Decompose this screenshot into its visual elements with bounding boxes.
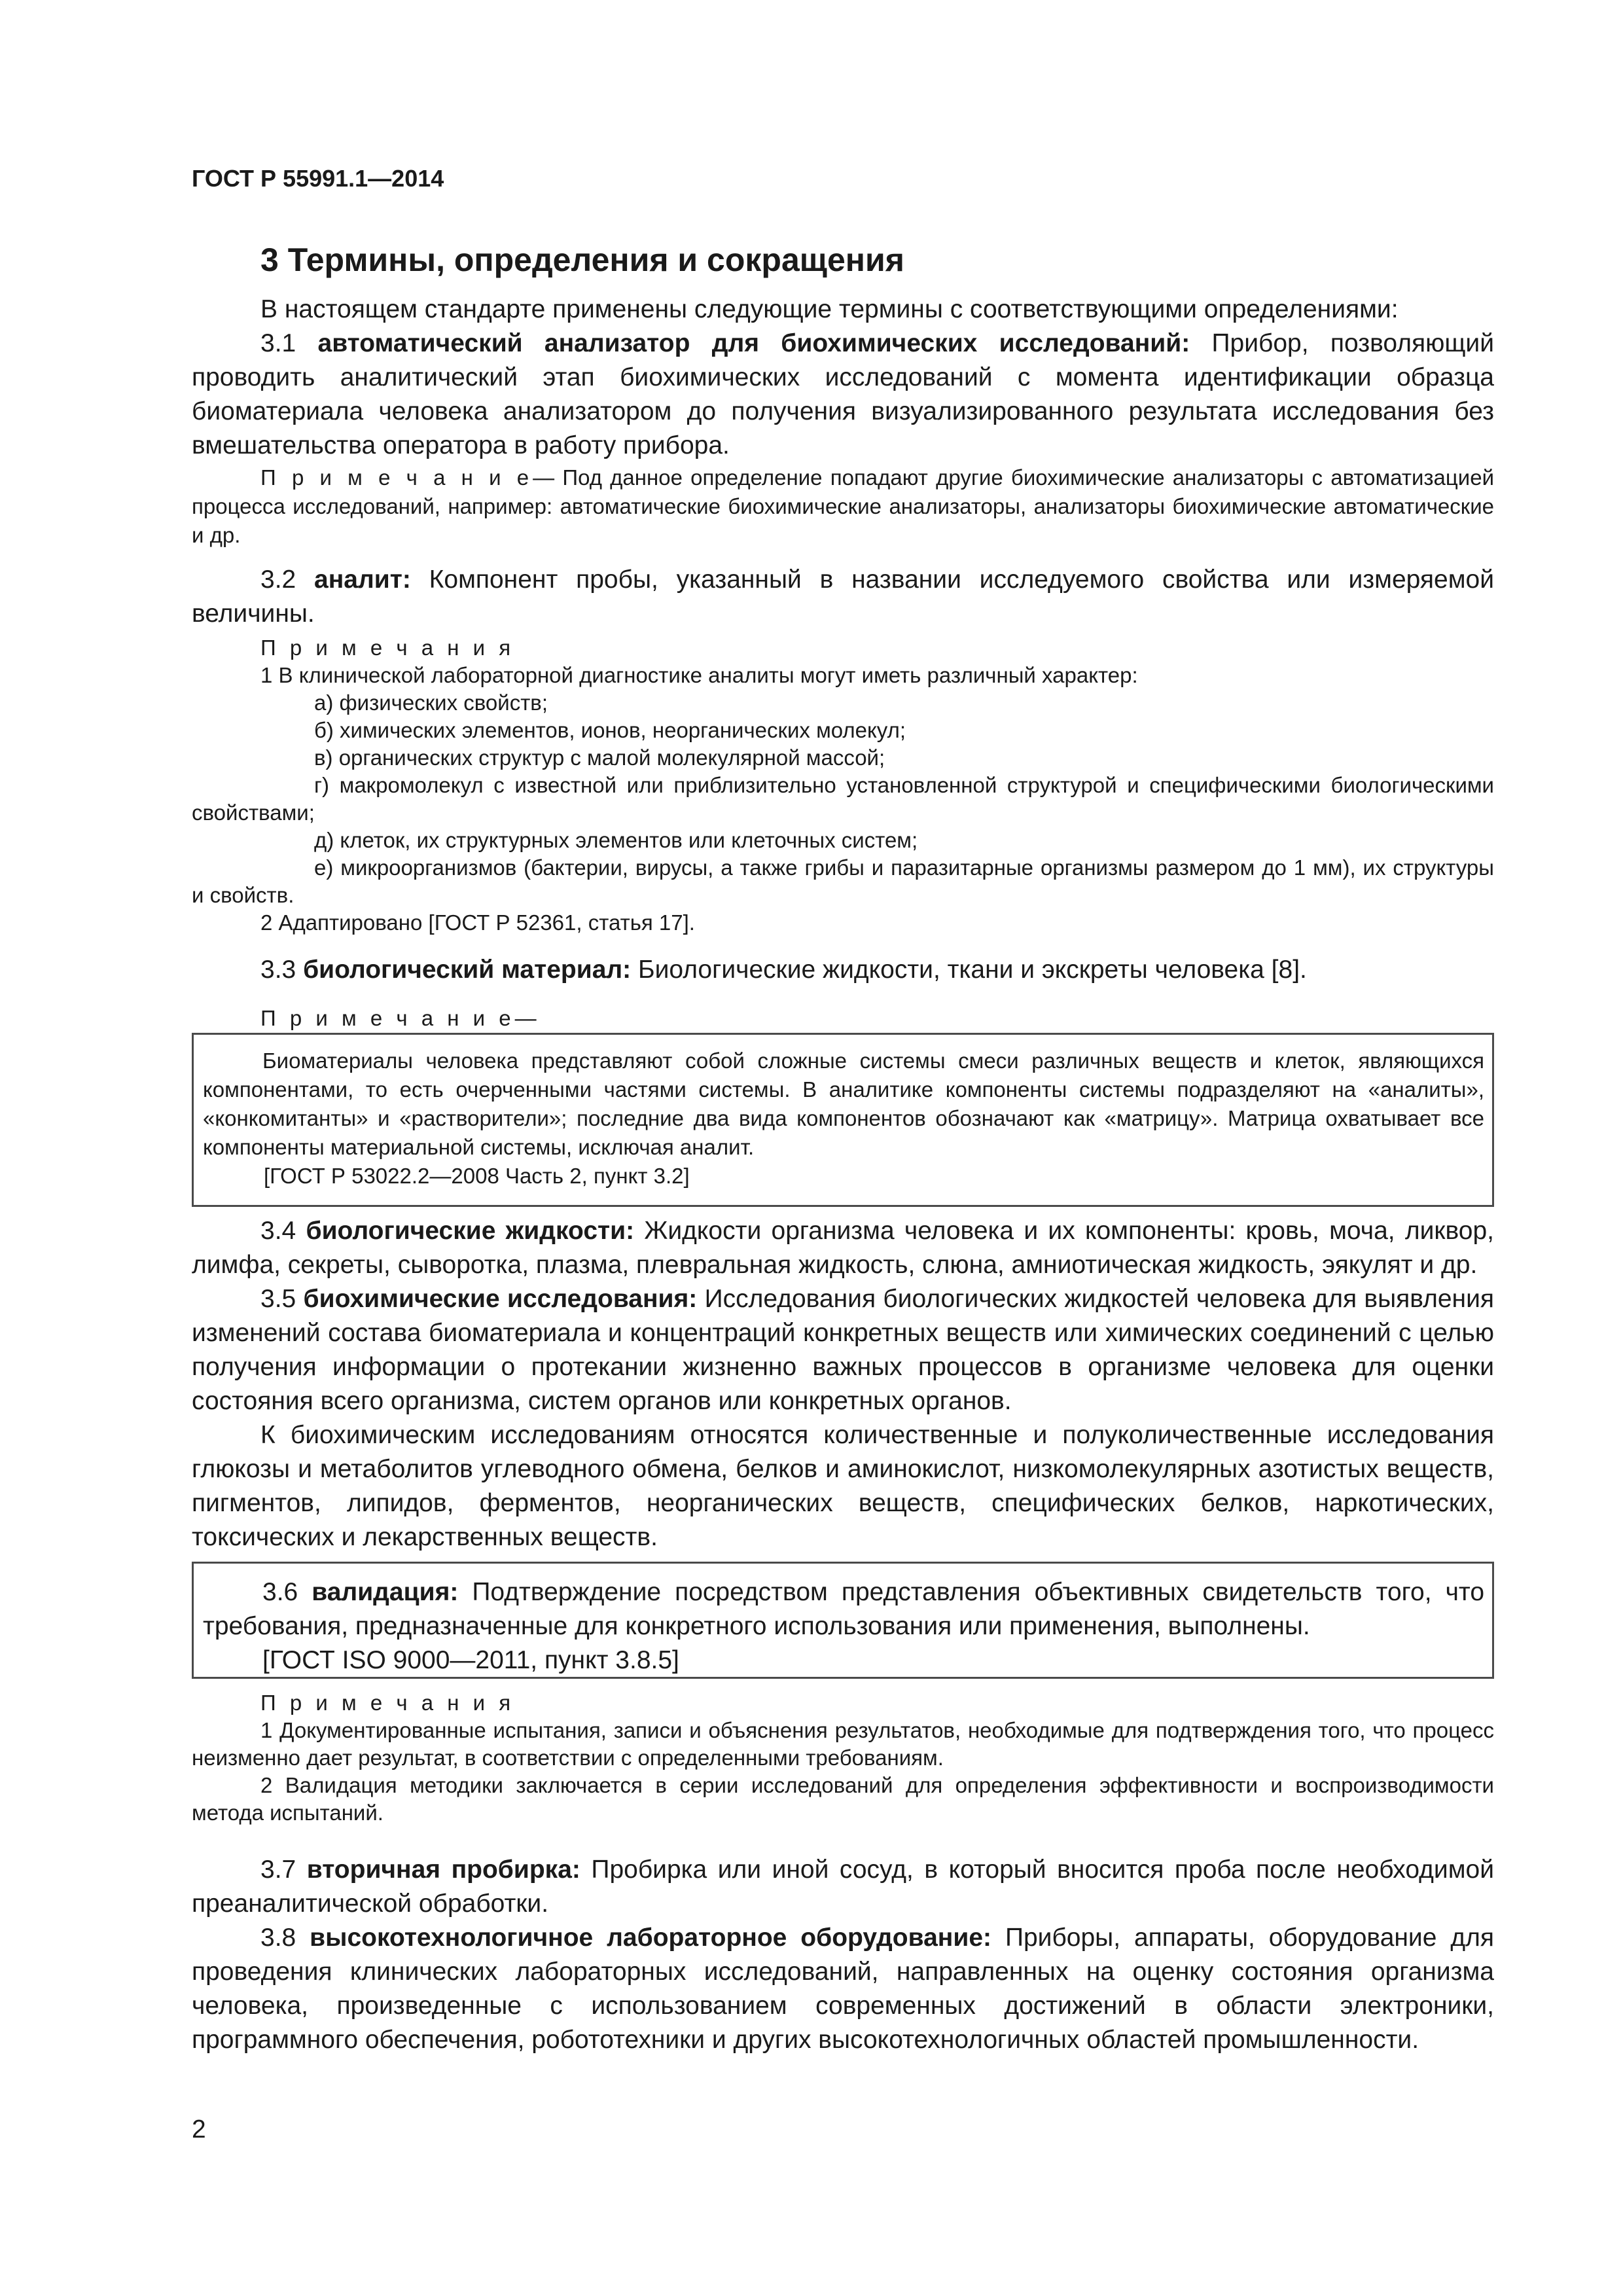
- notes-3-6: [192, 1689, 1494, 1827]
- term-3-6-frame: [192, 1562, 1494, 1679]
- term-definition: Биологические жидкости, ткани и экскреты человека [8].: [638, 956, 1307, 984]
- term-definition: Жидкости организма человека и их компоненты: кровь, моча, ликвор, лимфа, секреты, сыворотка, плазма, плевральная жидкость, слюна, амниотическая жидкость, эякулят и др.: [192, 1217, 1494, 1279]
- term-definition: Приборы, аппараты, оборудование для проведения клинических лабораторных исследований, направленных на оценку состояния организма человека, произведенные с использованием современных достижений в области электроники, программного обеспечения, робототехники и других высокотехнологичных областей промышленности.: [192, 1924, 1494, 2054]
- note-subitem-a: а) физических свойств;: [314, 691, 548, 715]
- section-title: 3 Термины, определения и сокращения: [260, 242, 904, 278]
- note-item-2: 2 Валидация методики заключается в серии исследований для определения эффективности и воспроизводимости метода испытаний.: [192, 1773, 1494, 1825]
- term-number: 3.3: [260, 956, 296, 984]
- note-subitem-v: в) органических структур с малой молекулярной массой;: [314, 745, 885, 770]
- note-subitem-b: б) химических элементов, ионов, неорганических молекул;: [314, 718, 906, 742]
- term-3-5: [192, 1282, 1494, 1418]
- term-number: 3.4: [260, 1217, 296, 1245]
- term-definition: Прибор, позволяющий проводить аналитический этап биохимических исследований с момента идентификации образца биоматериала человека анализатором до получения визуализированного результата исследования без вмешательства оператора в работу прибора.: [192, 329, 1494, 459]
- term-3-2: [192, 563, 1494, 631]
- term-name: аналит:: [314, 565, 411, 594]
- note-subitem-d: д) клеток, их структурных элементов или клеточных систем;: [314, 828, 918, 852]
- quoted-definition-text: [203, 1047, 1484, 1191]
- term-3-1: [192, 327, 1494, 463]
- term-name: вторичная пробирка:: [306, 1856, 580, 1884]
- note-3-1: [192, 463, 1494, 550]
- term-3-1-block: [192, 293, 1494, 463]
- note-label: П р и м е ч а н и е: [260, 465, 533, 490]
- notes-3-2: [192, 634, 1494, 937]
- term-number: 3.5: [260, 1285, 296, 1313]
- term-number: 3.2: [260, 565, 296, 594]
- quoted-reference: [ГОСТ Р 53022.2—2008 Часть 2, пункт 3.2]: [264, 1164, 690, 1188]
- term-3-8: [192, 1921, 1494, 2057]
- term-definition: Компонент пробы, указанный в названии исследуемого свойства или измеряемой величины.: [192, 565, 1495, 628]
- notes-label: П р и м е ч а н и я: [260, 636, 515, 660]
- term-3-3: [192, 953, 1494, 987]
- term-number: 3.8: [260, 1924, 296, 1952]
- term-number: 3.7: [260, 1856, 296, 1884]
- terms-3-4-3-5: [192, 1214, 1494, 1554]
- term-3-6-reference: [ГОСТ ISO 9000—2011, пункт 3.8.5]: [262, 1646, 679, 1674]
- term-number: 3.1: [260, 329, 296, 357]
- notes-label: П р и м е ч а н и я: [260, 1691, 515, 1715]
- note-text: — Под данное определение попадают другие биохимические анализаторы с автоматизацией процесса исследований, например: автоматические биохимические анализаторы, анализаторы биохимические автоматические и др.: [192, 465, 1494, 547]
- term-name: валидация:: [312, 1578, 459, 1606]
- terms-3-7-3-8: [192, 1853, 1494, 2057]
- term-3-4: [192, 1214, 1494, 1282]
- page-number: 2: [192, 2115, 206, 2144]
- note-item-1: 1 В клинической лабораторной диагностике аналиты могут иметь различный характер:: [260, 663, 1138, 687]
- term-3-7: [192, 1853, 1494, 1921]
- quoted-text: Биоматериалы человека представляют собой сложные системы смеси различных веществ и клеток, являющихся компонентами, то есть очерченными частями системы. В аналитике компоненты системы подразделяют на «аналиты», «конкомитанты» и «растворители»; последние два вида компонентов обозначают как «матрицу». Матрица охватывает все компоненты материальной системы, исключая аналит.: [203, 1049, 1484, 1159]
- term-name: высокотехнологичное лабораторное оборудование:: [310, 1924, 991, 1952]
- term-name: автоматический анализатор для биохимических исследований:: [317, 329, 1190, 357]
- note-dash: —: [514, 1006, 537, 1030]
- term-3-5-paragraph-2: К биохимическим исследованиям относятся количественные и полуколичественные исследования глюкозы и метаболитов углеводного обмена, белков и аминокислот, низкомолекулярных азотистых веществ, пигментов, липидов, ферментов, неорганических веществ, специфических белков, наркотических, токсических и лекарственных веществ.: [192, 1421, 1494, 1551]
- term-name: биологический материал:: [303, 956, 632, 984]
- note-subitem-g: г) макромолекул с известной или приблизительно установленной структурой и специфическими биологическими свойствами;: [192, 773, 1494, 825]
- quoted-definition-frame: [192, 1033, 1494, 1207]
- term-name: биологические жидкости:: [306, 1217, 635, 1245]
- note-item-1: 1 Документированные испытания, записи и объяснения результатов, необходимые для подтверждения того, что процесс неизменно дает результат, в соответствии с определенными требованиям.: [192, 1718, 1494, 1770]
- intro-paragraph: В настоящем стандарте применены следующие термины с соответствующими определениями:: [260, 295, 1399, 323]
- note-item-2: 2 Адаптировано [ГОСТ Р 52361, статья 17].: [260, 910, 695, 935]
- term-3-6: [203, 1575, 1484, 1677]
- term-definition: Пробирка или иной сосуд, в который вносится проба после необходимой преаналитической обработки.: [192, 1856, 1495, 1918]
- term-number: 3.6: [262, 1578, 298, 1606]
- term-definition: Подтверждение посредством представления объективных свидетельств того, что требования, предназначенные для конкретного использования или применения, выполнены.: [203, 1578, 1485, 1640]
- note-subitem-e: е) микроорганизмов (бактерии, вирусы, а также грибы и паразитарные организмы размером до 1 мм), их структуры и свойств.: [192, 855, 1494, 907]
- note-label: П р и м е ч а н и е: [260, 1006, 515, 1030]
- standard-designation: ГОСТ Р 55991.1—2014: [192, 165, 444, 192]
- term-definition: Исследования биологических жидкостей человека для выявления изменений состава биоматериала и концентраций конкретных веществ или химических соединений с целью получения информации о протекании жизненно важных процессов в организме человека для оценки состояния всего организма, систем органов или конкретных органов.: [192, 1285, 1494, 1415]
- note-3-3-label: [192, 1004, 1494, 1033]
- term-name: биохимические исследования:: [303, 1285, 698, 1313]
